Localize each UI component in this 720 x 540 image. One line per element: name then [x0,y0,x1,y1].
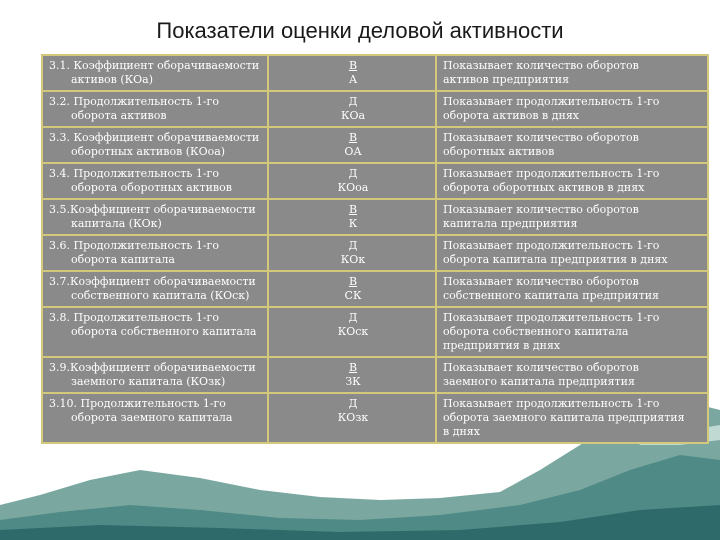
description-line: оборота активов в днях [443,109,579,122]
formula-cell [268,235,436,271]
description-cell [436,393,708,443]
table-row [42,307,708,357]
indicator-name-line: 3.4. Продолжительность 1-го [49,167,219,180]
description-cell [436,271,708,307]
description-cell [436,55,708,91]
formula-denominator: ОА [344,145,362,158]
description-cell [436,307,708,357]
indicator-name-line: оборота капитала [71,253,175,266]
description-line: Показывает продолжительность 1-го [443,397,660,410]
formula-numerator: В [348,275,358,288]
table-row [42,357,708,393]
description-cell [436,91,708,127]
indicator-name-cell [42,393,268,443]
formula-numerator: В [348,131,358,144]
description-line: Показывает количество оборотов [443,131,639,144]
indicator-name-line: 3.2. Продолжительность 1-го [49,95,219,108]
description-line: Показывает продолжительность 1-го [443,167,660,180]
indicator-name-cell [42,199,268,235]
table-row [42,271,708,307]
formula-denominator: КОа [340,109,366,122]
formula-cell [268,357,436,393]
description-line: Показывает продолжительность 1-го [443,95,660,108]
description-line: Показывает количество оборотов [443,361,639,374]
indicator-name-cell [42,271,268,307]
description-line: оборота капитала предприятия в днях [443,253,668,266]
page-title: Показатели оценки деловой активности [156,18,564,43]
table-row [42,393,708,443]
formula-denominator: К [348,217,358,230]
formula-numerator: В [348,361,358,374]
indicator-name-line: оборота заемного капитала [71,411,233,424]
indicator-name-line: 3.1. Коэффициент оборачиваемости [49,59,260,72]
indicator-name-line: собственного капитала (КОск) [71,289,250,302]
description-line: Показывает продолжительность 1-го [443,239,660,252]
description-line: капитала предприятия [443,217,578,230]
formula-numerator: Д [348,311,358,324]
table-row [42,163,708,199]
formula-numerator: Д [348,167,358,180]
formula-denominator: А [348,73,358,86]
formula-cell [268,91,436,127]
formula-numerator: Д [348,397,358,410]
description-cell [436,127,708,163]
description-line: собственного капитала предприятия [443,289,659,302]
indicator-name-cell [42,357,268,393]
formula-denominator: КОк [340,253,366,266]
description-line: Показывает количество оборотов [443,59,639,72]
description-line: Показывает количество оборотов [443,203,639,216]
table-row [42,91,708,127]
indicator-name-line: заемного капитала (КОзк) [71,375,226,388]
formula-cell [268,307,436,357]
description-line: оборота оборотных активов в днях [443,181,645,194]
formula-cell [268,55,436,91]
description-cell [436,357,708,393]
description-cell [436,199,708,235]
table-row [42,199,708,235]
formula-cell [268,127,436,163]
formula-denominator: КОск [337,325,369,338]
indicator-name-line: 3.7.Коэффициент оборачиваемости [49,275,256,288]
description-line: оборота заемного капитала предприятия [443,411,685,424]
description-line: предприятия в днях [443,339,561,352]
indicator-name-line: оборота активов [71,109,167,122]
indicator-name-line: 3.9.Коэффициент оборачиваемости [49,361,256,374]
description-line: заемного капитала предприятия [443,375,635,388]
indicator-name-line: оборота оборотных активов [71,181,232,194]
indicator-name-cell [42,91,268,127]
indicator-name-line: 3.3. Коэффициент оборачиваемости [49,131,260,144]
description-cell [436,163,708,199]
formula-cell [268,163,436,199]
indicator-name-line: 3.8. Продолжительность 1-го [49,311,219,324]
table-row [42,55,708,91]
formula-numerator: Д [348,239,358,252]
formula-numerator: В [348,203,358,216]
indicator-name-cell [42,163,268,199]
description-cell [436,235,708,271]
formula-denominator: СК [344,289,362,302]
formula-cell [268,393,436,443]
metrics-table [41,54,709,444]
formula-cell [268,271,436,307]
indicator-name-line: оборотных активов (КОоа) [71,145,226,158]
description-line: оборота собственного капитала [443,325,629,338]
indicator-name-line: 3.5.Коэффициент оборачиваемости [49,203,256,216]
description-line: Показывает количество оборотов [443,275,639,288]
description-line: Показывает продолжительность 1-го [443,311,660,324]
formula-cell [268,199,436,235]
description-line: активов предприятия [443,73,570,86]
indicator-name-cell [42,307,268,357]
formula-numerator: В [348,59,358,72]
formula-denominator: КОоа [337,181,369,194]
description-line: оборотных активов [443,145,555,158]
indicator-name-line: капитала (КОк) [71,217,162,230]
indicator-name-cell [42,127,268,163]
indicator-name-cell [42,235,268,271]
table-row [42,235,708,271]
indicator-name-cell [42,55,268,91]
indicator-name-line: 3.10. Продолжительность 1-го [49,397,226,410]
indicator-name-line: оборота собственного капитала [71,325,257,338]
formula-numerator: Д [348,95,358,108]
indicator-name-line: 3.6. Продолжительность 1-го [49,239,219,252]
description-line: в днях [443,425,480,438]
formula-denominator: ЗК [345,375,361,388]
table-row [42,127,708,163]
indicator-name-line: активов (КОа) [71,73,154,86]
formula-denominator: КОзк [337,411,369,424]
